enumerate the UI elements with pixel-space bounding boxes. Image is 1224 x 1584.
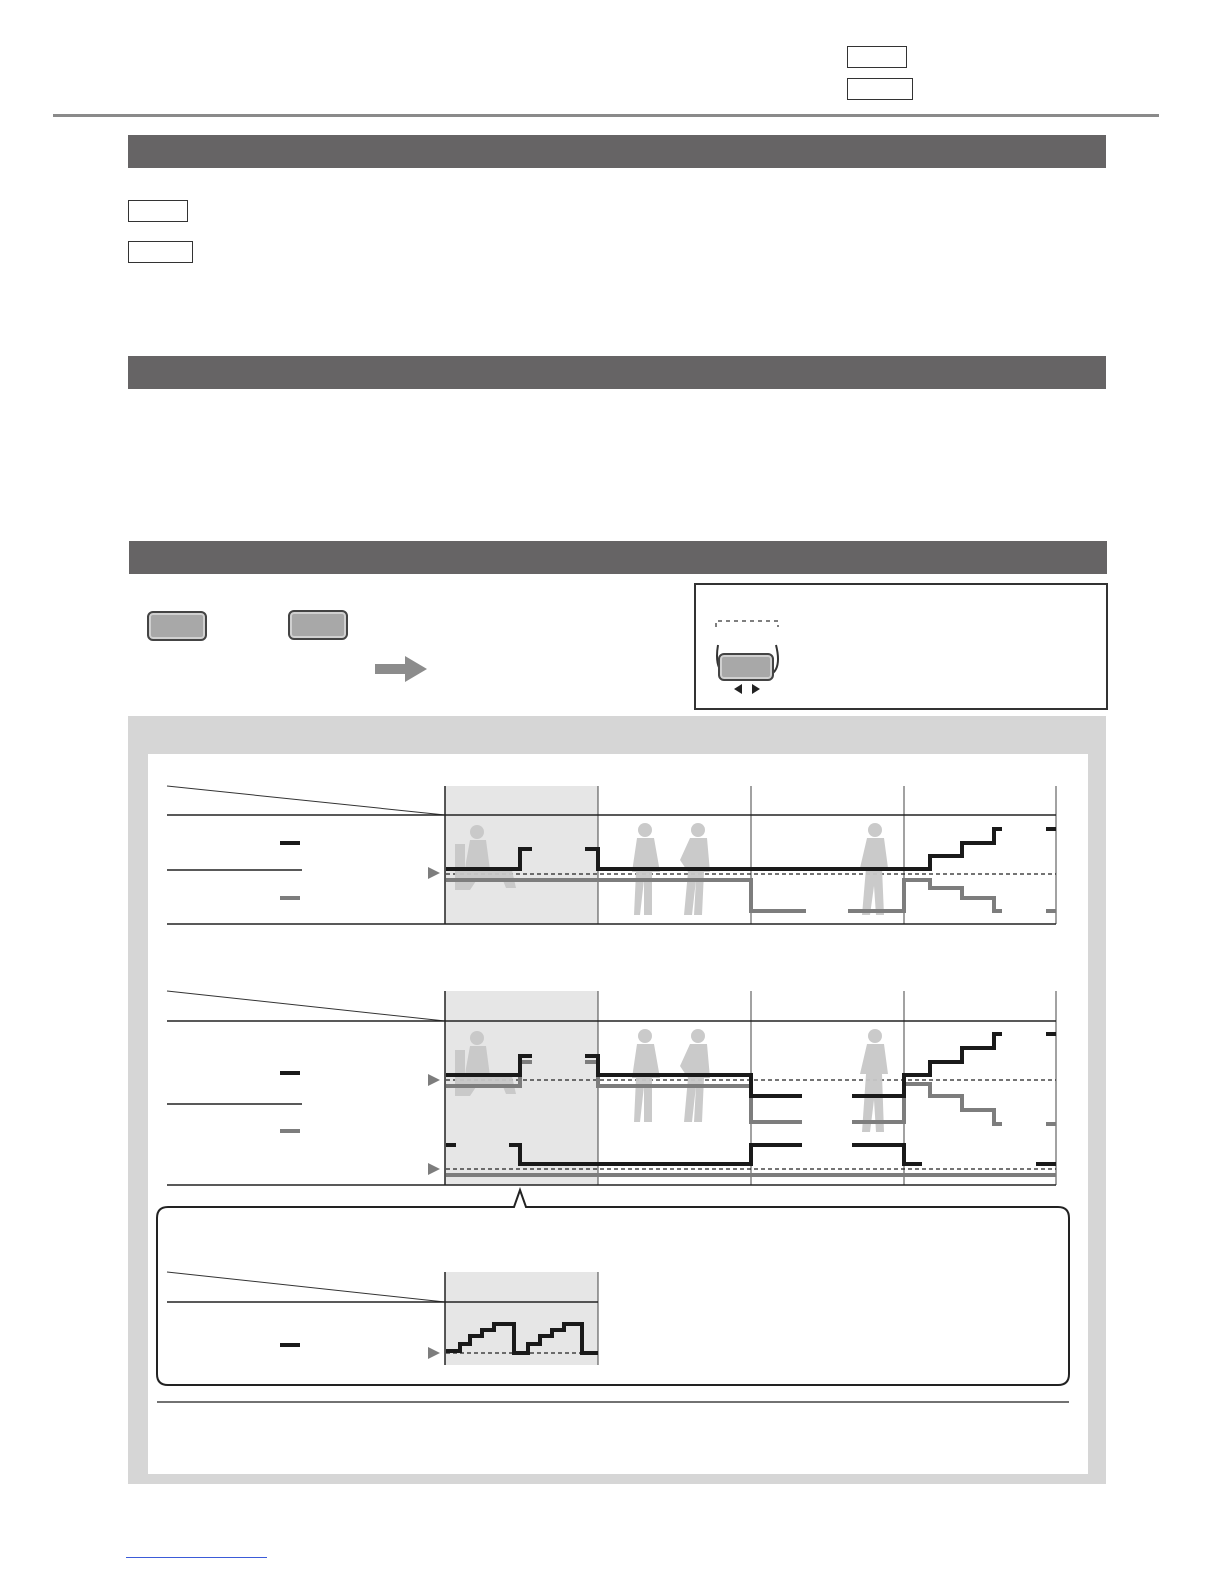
section1-tag-2 <box>128 241 193 263</box>
dial-bracket-icon <box>696 585 1106 708</box>
diagram-panel <box>128 716 1106 1484</box>
header-tag-2 <box>847 78 913 100</box>
header-rule <box>53 114 1159 117</box>
footer-link-underline[interactable] <box>126 1557 267 1558</box>
section-bar-3 <box>129 541 1107 574</box>
callout-button[interactable] <box>718 653 774 681</box>
diagram-inner <box>148 754 1088 1474</box>
header-tag-1 <box>847 46 907 68</box>
control-button-1[interactable] <box>147 611 207 641</box>
control-button-2[interactable] <box>288 610 348 640</box>
section-bar-1 <box>128 135 1106 168</box>
callout-box <box>694 583 1108 710</box>
section1-tag-1 <box>128 200 188 222</box>
section-bar-2 <box>128 356 1106 389</box>
